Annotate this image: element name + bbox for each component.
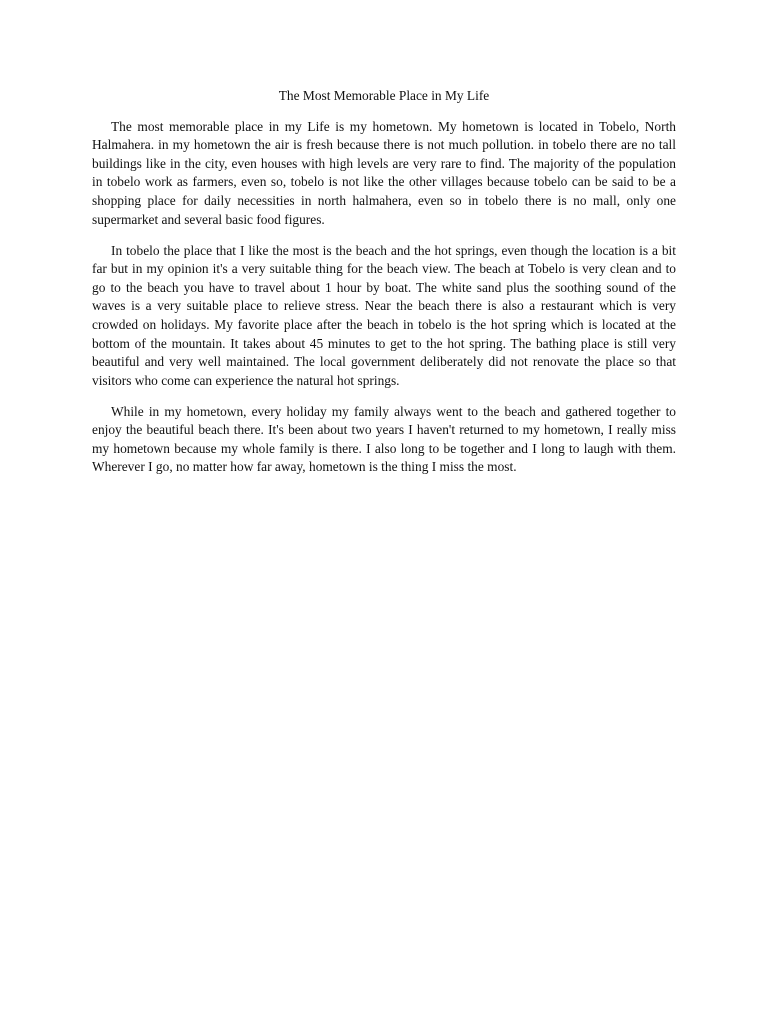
paragraph-1: The most memorable place in my Life is my hometown. My hometown is located in Tobelo, North Halmahera. in my hometown the air is fresh because there is not much pollution. in tobelo there are no tall buildings like in the city, even houses with high levels are very rare to find. The majority of the population in tobelo work as farmers, even so, tobelo is not like the other villages because tobelo can be said to be a shopping place for daily necessities in north halmahera, even so in tobelo there is no mall, only one supermarket and several basic food figures. [92, 118, 676, 227]
document-body [92, 87, 676, 489]
paragraph-2: In tobelo the place that I like the most is the beach and the hot springs, even though the location is a bit far but in my opinion it's a very suitable thing for the beach view. The beach at Tobelo is very clean and to go to the beach you have to travel about 1 hour by boat. The white sand plus the soothing sound of the waves is a very suitable place to relieve stress. Near the beach there is also a restaurant which is very crowded on holidays. My favorite place after the beach in tobelo is the hot spring which is located at the bottom of the mountain. It takes about 45 minutes to get to the hot spring. The bathing place is still very beautiful and very well maintained. The local government deliberately did not renovate the place so that visitors who come can experience the natural hot springs. [92, 242, 676, 388]
paragraph-3: While in my hometown, every holiday my family always went to the beach and gathered together to enjoy the beautiful beach there. It's been about two years I haven't returned to my hometown, I really miss my hometown because my whole family is there. I also long to be together and I long to laugh with them. Wherever I go, no matter how far away, hometown is the thing I miss the most. [92, 403, 676, 475]
document-title: The Most Memorable Place in My Life [278, 88, 490, 103]
